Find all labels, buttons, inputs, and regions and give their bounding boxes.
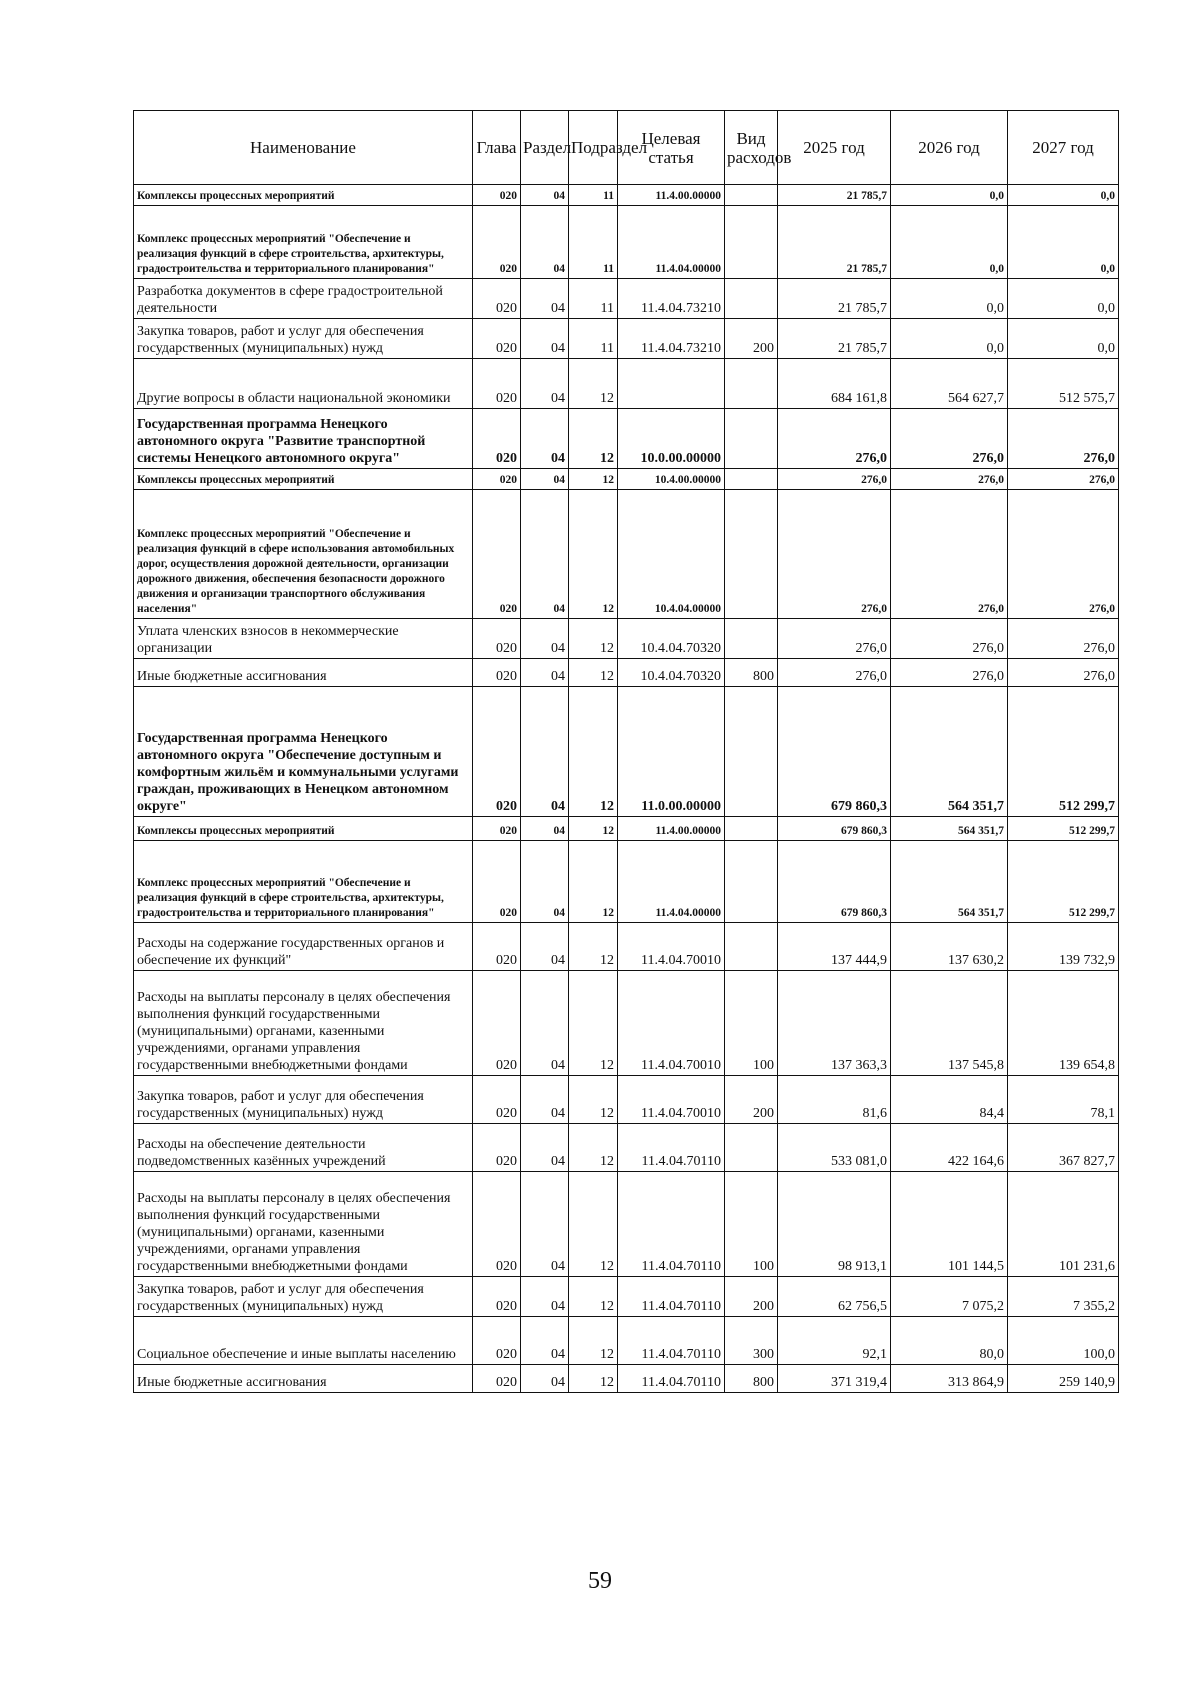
table-row	[134, 1277, 1119, 1317]
glava-cell: 020	[473, 206, 521, 279]
article-cell: 11.4.04.70110	[618, 1172, 725, 1277]
razdel-cell: 04	[521, 1076, 569, 1124]
podrazdel-cell: 12	[569, 469, 618, 490]
podrazdel-cell: 12	[569, 1365, 618, 1393]
razdel-cell: 04	[521, 923, 569, 971]
glava-cell: 020	[473, 687, 521, 817]
glava-cell: 020	[473, 1277, 521, 1317]
vid-cell	[725, 687, 778, 817]
y2025-cell: 137 363,3	[778, 971, 891, 1076]
table-row	[134, 687, 1119, 817]
podrazdel-cell: 11	[569, 185, 618, 206]
y2026-cell: 0,0	[891, 206, 1008, 279]
y2027-cell: 276,0	[1008, 469, 1119, 490]
name-cell: Комплексы процессных мероприятий	[134, 817, 473, 841]
y2025-cell: 276,0	[778, 659, 891, 687]
y2026-cell: 0,0	[891, 279, 1008, 319]
razdel-cell: 04	[521, 817, 569, 841]
article-cell: 11.4.04.70110	[618, 1124, 725, 1172]
header-article: Целевая статья	[618, 111, 725, 185]
podrazdel-cell: 11	[569, 279, 618, 319]
podrazdel-cell: 12	[569, 490, 618, 619]
name-cell: Расходы на содержание государственных органов и обеспечение их функций"	[134, 923, 473, 971]
article-cell: 10.0.00.00000	[618, 409, 725, 469]
y2026-cell: 0,0	[891, 185, 1008, 206]
podrazdel-cell: 12	[569, 359, 618, 409]
budget-table	[133, 110, 1119, 1393]
y2027-cell: 0,0	[1008, 185, 1119, 206]
name-cell: Закупка товаров, работ и услуг для обеспечения государственных (муниципальных) нужд	[134, 1277, 473, 1317]
table-row	[134, 185, 1119, 206]
glava-cell: 020	[473, 923, 521, 971]
y2026-cell: 276,0	[891, 659, 1008, 687]
podrazdel-cell: 12	[569, 659, 618, 687]
table-row	[134, 469, 1119, 490]
y2027-cell: 512 575,7	[1008, 359, 1119, 409]
podrazdel-cell: 12	[569, 1124, 618, 1172]
y2027-cell: 139 654,8	[1008, 971, 1119, 1076]
y2026-cell: 84,4	[891, 1076, 1008, 1124]
table-row	[134, 817, 1119, 841]
name-cell: Комплекс процессных мероприятий "Обеспечение и реализация функций в сфере строительства, архитектуры, градостроительства и территориального планирования"	[134, 206, 473, 279]
article-cell: 11.4.04.70110	[618, 1317, 725, 1365]
vid-cell	[725, 409, 778, 469]
y2026-cell: 276,0	[891, 409, 1008, 469]
y2027-cell: 0,0	[1008, 319, 1119, 359]
y2025-cell: 81,6	[778, 1076, 891, 1124]
glava-cell: 020	[473, 817, 521, 841]
glava-cell: 020	[473, 841, 521, 923]
y2025-cell: 533 081,0	[778, 1124, 891, 1172]
razdel-cell: 04	[521, 1317, 569, 1365]
podrazdel-cell: 12	[569, 687, 618, 817]
vid-cell: 800	[725, 1365, 778, 1393]
razdel-cell: 04	[521, 490, 569, 619]
table-row	[134, 319, 1119, 359]
y2026-cell: 0,0	[891, 319, 1008, 359]
name-cell: Комплексы процессных мероприятий	[134, 469, 473, 490]
vid-cell	[725, 923, 778, 971]
header-vid: Вид расходов	[725, 111, 778, 185]
name-cell: Расходы на обеспечение деятельности подведомственных казённых учреждений	[134, 1124, 473, 1172]
glava-cell: 020	[473, 659, 521, 687]
glava-cell: 020	[473, 1172, 521, 1277]
y2027-cell: 78,1	[1008, 1076, 1119, 1124]
vid-cell: 200	[725, 1076, 778, 1124]
y2027-cell: 512 299,7	[1008, 687, 1119, 817]
article-cell: 11.4.04.00000	[618, 841, 725, 923]
y2026-cell: 101 144,5	[891, 1172, 1008, 1277]
header-razdel: Раздел	[521, 111, 569, 185]
razdel-cell: 04	[521, 659, 569, 687]
razdel-cell: 04	[521, 359, 569, 409]
article-cell	[618, 359, 725, 409]
name-cell: Другие вопросы в области национальной экономики	[134, 359, 473, 409]
table-row	[134, 359, 1119, 409]
y2026-cell: 137 630,2	[891, 923, 1008, 971]
podrazdel-cell: 12	[569, 1317, 618, 1365]
name-cell: Иные бюджетные ассигнования	[134, 659, 473, 687]
y2027-cell: 101 231,6	[1008, 1172, 1119, 1277]
glava-cell: 020	[473, 1317, 521, 1365]
table-row	[134, 1076, 1119, 1124]
vid-cell: 200	[725, 1277, 778, 1317]
razdel-cell: 04	[521, 619, 569, 659]
glava-cell: 020	[473, 971, 521, 1076]
razdel-cell: 04	[521, 687, 569, 817]
glava-cell: 020	[473, 619, 521, 659]
table-row	[134, 1172, 1119, 1277]
y2026-cell: 564 627,7	[891, 359, 1008, 409]
header-podrazdel: Подраздел	[569, 111, 618, 185]
y2025-cell: 137 444,9	[778, 923, 891, 971]
y2026-cell: 313 864,9	[891, 1365, 1008, 1393]
razdel-cell: 04	[521, 971, 569, 1076]
article-cell: 11.0.00.00000	[618, 687, 725, 817]
razdel-cell: 04	[521, 319, 569, 359]
table-row	[134, 841, 1119, 923]
table-row	[134, 923, 1119, 971]
article-cell: 11.4.00.00000	[618, 185, 725, 206]
y2025-cell: 679 860,3	[778, 817, 891, 841]
glava-cell: 020	[473, 1365, 521, 1393]
vid-cell: 200	[725, 319, 778, 359]
name-cell: Расходы на выплаты персоналу в целях обеспечения выполнения функций государственными (муниципальными) органами, казенными учреждениями, органами управления государственными внебюджетными фондами	[134, 1172, 473, 1277]
y2025-cell: 679 860,3	[778, 687, 891, 817]
y2026-cell: 564 351,7	[891, 687, 1008, 817]
y2025-cell: 21 785,7	[778, 319, 891, 359]
table-row	[134, 971, 1119, 1076]
article-cell: 11.4.04.00000	[618, 206, 725, 279]
article-cell: 11.4.04.73210	[618, 279, 725, 319]
table-row	[134, 279, 1119, 319]
y2027-cell: 276,0	[1008, 619, 1119, 659]
article-cell: 11.4.04.70110	[618, 1365, 725, 1393]
podrazdel-cell: 12	[569, 1277, 618, 1317]
glava-cell: 020	[473, 319, 521, 359]
y2027-cell: 139 732,9	[1008, 923, 1119, 971]
y2026-cell: 564 351,7	[891, 841, 1008, 923]
vid-cell	[725, 619, 778, 659]
razdel-cell: 04	[521, 1124, 569, 1172]
article-cell: 11.4.04.70010	[618, 923, 725, 971]
name-cell: Расходы на выплаты персоналу в целях обеспечения выполнения функций государственными (муниципальными) органами, казенными учреждениями, органами управления государственными внебюджетными фондами	[134, 971, 473, 1076]
podrazdel-cell: 11	[569, 319, 618, 359]
razdel-cell: 04	[521, 206, 569, 279]
vid-cell	[725, 841, 778, 923]
y2027-cell: 259 140,9	[1008, 1365, 1119, 1393]
razdel-cell: 04	[521, 1365, 569, 1393]
vid-cell	[725, 469, 778, 490]
article-cell: 10.4.04.00000	[618, 490, 725, 619]
name-cell: Комплекс процессных мероприятий "Обеспечение и реализация функций в сфере строительства, архитектуры, градостроительства и территориального планирования"	[134, 841, 473, 923]
podrazdel-cell: 12	[569, 841, 618, 923]
name-cell: Государственная программа Ненецкого автономного округа "Обеспечение доступным и комфортным жильём и коммунальными услугами граждан, проживающих в Ненецком автономном округе"	[134, 687, 473, 817]
vid-cell: 100	[725, 1172, 778, 1277]
y2027-cell: 100,0	[1008, 1317, 1119, 1365]
table-row	[134, 490, 1119, 619]
name-cell: Комплексы процессных мероприятий	[134, 185, 473, 206]
podrazdel-cell: 12	[569, 923, 618, 971]
article-cell: 10.4.00.00000	[618, 469, 725, 490]
y2027-cell: 276,0	[1008, 409, 1119, 469]
razdel-cell: 04	[521, 469, 569, 490]
name-cell: Социальное обеспечение и иные выплаты населению	[134, 1317, 473, 1365]
y2025-cell: 684 161,8	[778, 359, 891, 409]
article-cell: 11.4.04.70010	[618, 1076, 725, 1124]
razdel-cell: 04	[521, 841, 569, 923]
article-cell: 11.4.04.73210	[618, 319, 725, 359]
name-cell: Закупка товаров, работ и услуг для обеспечения государственных (муниципальных) нужд	[134, 319, 473, 359]
y2026-cell: 564 351,7	[891, 817, 1008, 841]
table-row	[134, 619, 1119, 659]
glava-cell: 020	[473, 490, 521, 619]
header-2027: 2027 год	[1008, 111, 1119, 185]
podrazdel-cell: 12	[569, 619, 618, 659]
y2026-cell: 80,0	[891, 1317, 1008, 1365]
podrazdel-cell: 11	[569, 206, 618, 279]
glava-cell: 020	[473, 185, 521, 206]
podrazdel-cell: 12	[569, 1076, 618, 1124]
vid-cell: 800	[725, 659, 778, 687]
y2025-cell: 276,0	[778, 469, 891, 490]
table-row	[134, 206, 1119, 279]
name-cell: Разработка документов в сфере градостроительной деятельности	[134, 279, 473, 319]
y2027-cell: 512 299,7	[1008, 817, 1119, 841]
y2026-cell: 276,0	[891, 469, 1008, 490]
y2025-cell: 371 319,4	[778, 1365, 891, 1393]
header-row	[134, 111, 1119, 185]
name-cell: Закупка товаров, работ и услуг для обеспечения государственных (муниципальных) нужд	[134, 1076, 473, 1124]
podrazdel-cell: 12	[569, 817, 618, 841]
vid-cell	[725, 817, 778, 841]
article-cell: 10.4.04.70320	[618, 659, 725, 687]
table-row	[134, 409, 1119, 469]
table-row	[134, 1317, 1119, 1365]
podrazdel-cell: 12	[569, 409, 618, 469]
table-row	[134, 1124, 1119, 1172]
y2025-cell: 92,1	[778, 1317, 891, 1365]
y2025-cell: 276,0	[778, 490, 891, 619]
article-cell: 11.4.04.70110	[618, 1277, 725, 1317]
article-cell: 10.4.04.70320	[618, 619, 725, 659]
podrazdel-cell: 12	[569, 971, 618, 1076]
vid-cell	[725, 490, 778, 619]
y2025-cell: 276,0	[778, 409, 891, 469]
y2026-cell: 7 075,2	[891, 1277, 1008, 1317]
vid-cell	[725, 279, 778, 319]
glava-cell: 020	[473, 1076, 521, 1124]
name-cell: Иные бюджетные ассигнования	[134, 1365, 473, 1393]
y2027-cell: 276,0	[1008, 490, 1119, 619]
y2025-cell: 21 785,7	[778, 185, 891, 206]
header-name: Наименование	[134, 111, 473, 185]
glava-cell: 020	[473, 279, 521, 319]
name-cell: Уплата членских взносов в некоммерческие организации	[134, 619, 473, 659]
vid-cell	[725, 185, 778, 206]
razdel-cell: 04	[521, 1277, 569, 1317]
y2025-cell: 21 785,7	[778, 279, 891, 319]
vid-cell	[725, 206, 778, 279]
y2025-cell: 679 860,3	[778, 841, 891, 923]
vid-cell	[725, 359, 778, 409]
vid-cell	[725, 1124, 778, 1172]
article-cell: 11.4.04.70010	[618, 971, 725, 1076]
header-glava: Глава	[473, 111, 521, 185]
name-cell: Государственная программа Ненецкого автономного округа "Развитие транспортной системы Ненецкого автономного округа"	[134, 409, 473, 469]
y2027-cell: 512 299,7	[1008, 841, 1119, 923]
table-row	[134, 1365, 1119, 1393]
y2026-cell: 137 545,8	[891, 971, 1008, 1076]
y2027-cell: 0,0	[1008, 279, 1119, 319]
name-cell: Комплекс процессных мероприятий "Обеспечение и реализация функций в сфере использования автомобильных дорог, осуществления дорожной деятельности, организации дорожного движения, обеспечения безопасности дорожного движения и организации транспортного обслуживания населения"	[134, 490, 473, 619]
razdel-cell: 04	[521, 279, 569, 319]
header-2026: 2026 год	[891, 111, 1008, 185]
y2027-cell: 7 355,2	[1008, 1277, 1119, 1317]
y2026-cell: 422 164,6	[891, 1124, 1008, 1172]
header-2025: 2025 год	[778, 111, 891, 185]
podrazdel-cell: 12	[569, 1172, 618, 1277]
y2025-cell: 21 785,7	[778, 206, 891, 279]
y2027-cell: 367 827,7	[1008, 1124, 1119, 1172]
razdel-cell: 04	[521, 409, 569, 469]
glava-cell: 020	[473, 469, 521, 490]
y2025-cell: 98 913,1	[778, 1172, 891, 1277]
y2027-cell: 276,0	[1008, 659, 1119, 687]
vid-cell: 300	[725, 1317, 778, 1365]
table-row	[134, 659, 1119, 687]
glava-cell: 020	[473, 409, 521, 469]
y2025-cell: 276,0	[778, 619, 891, 659]
razdel-cell: 04	[521, 185, 569, 206]
y2026-cell: 276,0	[891, 619, 1008, 659]
glava-cell: 020	[473, 359, 521, 409]
razdel-cell: 04	[521, 1172, 569, 1277]
y2026-cell: 276,0	[891, 490, 1008, 619]
article-cell: 11.4.00.00000	[618, 817, 725, 841]
vid-cell: 100	[725, 971, 778, 1076]
page-number: 59	[588, 1568, 612, 1594]
y2027-cell: 0,0	[1008, 206, 1119, 279]
y2025-cell: 62 756,5	[778, 1277, 891, 1317]
glava-cell: 020	[473, 1124, 521, 1172]
